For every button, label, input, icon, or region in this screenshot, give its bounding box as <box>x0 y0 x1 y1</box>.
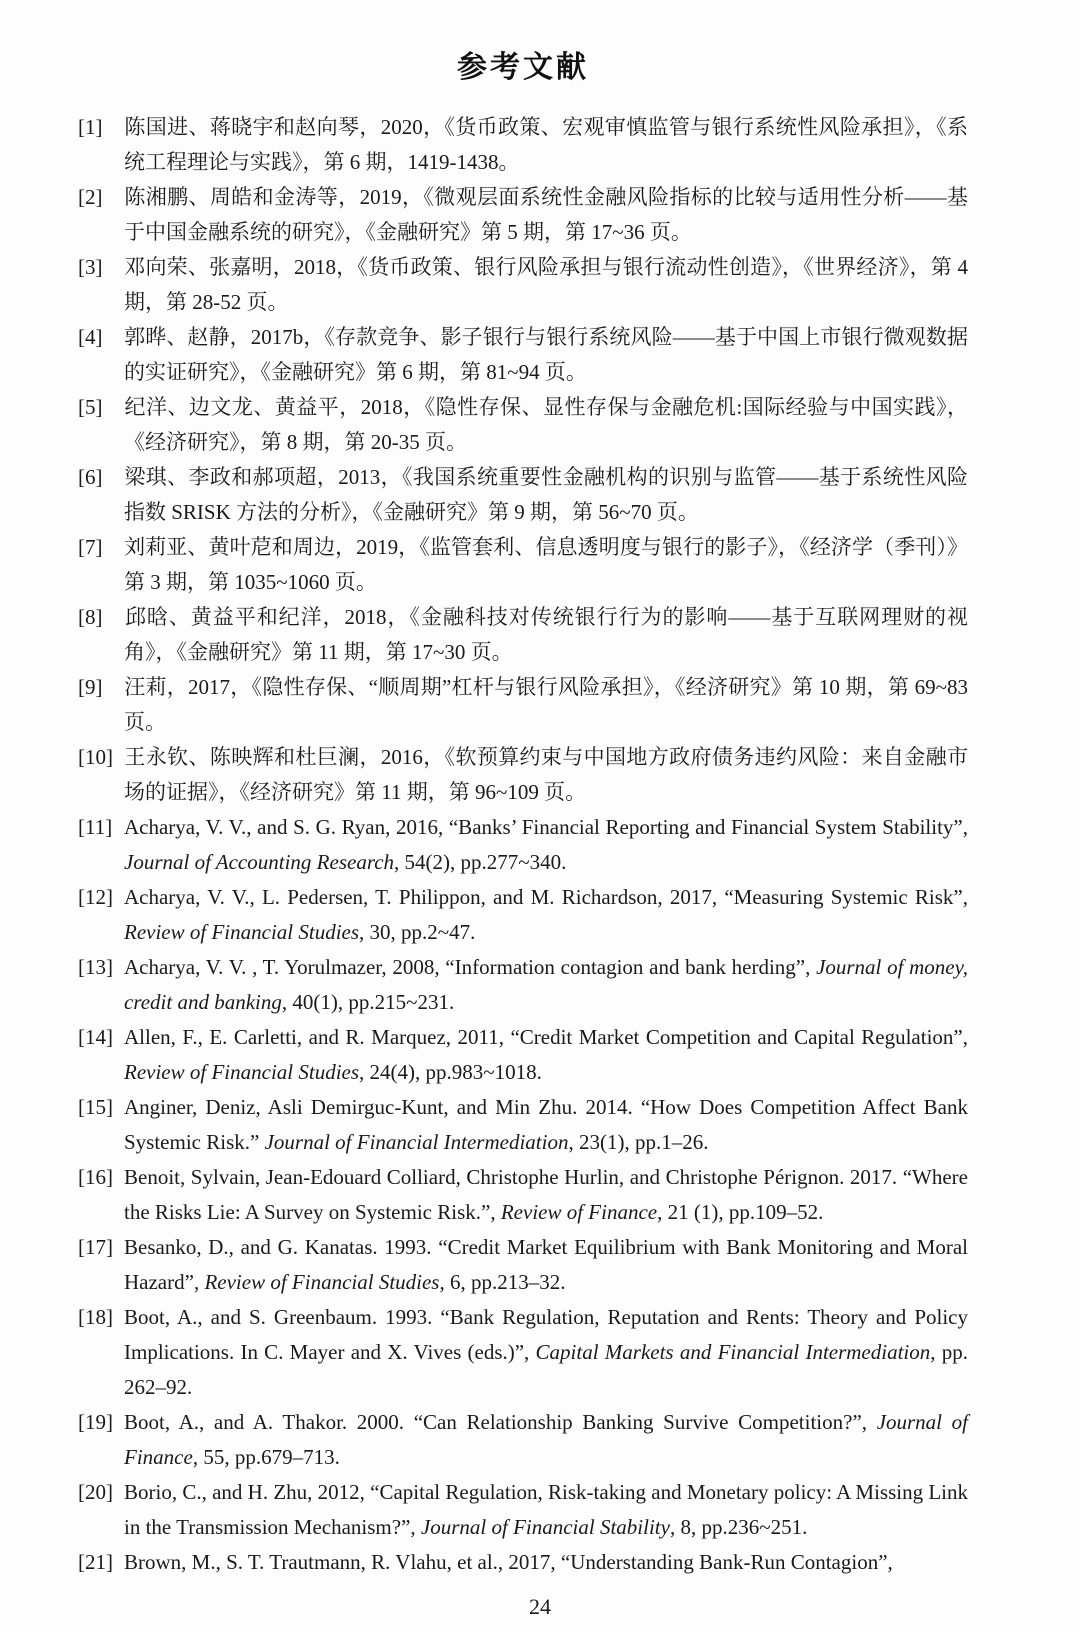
reference-text: 陈湘鹏、周皓和金涛等，2019，《微观层面系统性金融风险指标的比较与适用性分析——基于中国金融系统的研究》，《金融研究》第 5 期，第 17~36 页。 <box>124 185 968 244</box>
reference-item <box>78 530 968 600</box>
reference-item <box>78 1160 968 1230</box>
reference-number: [5] <box>78 395 103 419</box>
reference-number: [3] <box>78 255 103 279</box>
reference-item <box>78 880 968 950</box>
reference-number: [18] <box>78 1305 113 1329</box>
reference-item <box>78 1475 968 1545</box>
reference-number: [9] <box>78 675 103 699</box>
reference-text: Besanko, D., and G. Kanatas. 1993. “Credit Market Equilibrium with Bank Monitoring and Moral Hazard”, Review of Financial Studies, 6, pp.213–32. <box>124 1235 968 1294</box>
reference-text: Acharya, V. V. , T. Yorulmazer, 2008, “Information contagion and bank herding”, Journal of money, credit and banking, 40(1), pp.215~231. <box>124 955 969 1014</box>
reference-number: [20] <box>78 1480 113 1504</box>
reference-item <box>78 670 968 740</box>
reference-item <box>78 320 968 390</box>
reference-text: Borio, C., and H. Zhu, 2012, “Capital Regulation, Risk-taking and Monetary policy: A Missing Link in the Transmission Mechanism?”, Journal of Financial Stability, 8, pp.236~251. <box>124 1480 969 1539</box>
reference-number: [17] <box>78 1235 113 1259</box>
reference-text: 邱晗、黄益平和纪洋，2018，《金融科技对传统银行行为的影响——基于互联网理财的视角》，《金融研究》第 11 期，第 17~30 页。 <box>124 605 968 664</box>
reference-number: [8] <box>78 605 103 629</box>
reference-text: Anginer, Deniz, Asli Demirguc-Kunt, and Min Zhu. 2014. “How Does Competition Affect Bank Systemic Risk.” Journal of Financial Intermediation, 23(1), pp.1–26. <box>124 1095 968 1154</box>
reference-number: [21] <box>78 1550 113 1574</box>
reference-item <box>78 1230 968 1300</box>
reference-number: [10] <box>78 745 113 769</box>
reference-item <box>78 740 968 810</box>
reference-text: 陈国进、蒋晓宇和赵向琴，2020，《货币政策、宏观审慎监管与银行系统性风险承担》，《系统工程理论与实践》，第 6 期，1419-1438。 <box>124 115 968 174</box>
references-list <box>78 110 968 1580</box>
reference-number: [2] <box>78 185 103 209</box>
reference-text: Acharya, V. V., and S. G. Ryan, 2016, “Banks’ Financial Reporting and Financial System Stability”, Journal of Accounting Research, 54(2), pp.277~340. <box>124 815 968 874</box>
reference-number: [1] <box>78 115 103 139</box>
reference-number: [7] <box>78 535 103 559</box>
reference-item <box>78 600 968 670</box>
reference-number: [13] <box>78 955 113 979</box>
reference-item <box>78 460 968 530</box>
reference-item <box>78 110 968 180</box>
reference-number: [6] <box>78 465 103 489</box>
reference-number: [11] <box>78 815 113 839</box>
reference-text: Boot, A., and A. Thakor. 2000. “Can Relationship Banking Survive Competition?”, Journal of Finance, 55, pp.679–713. <box>124 1410 969 1469</box>
reference-text: 郭晔、赵静，2017b，《存款竞争、影子银行与银行系统风险——基于中国上市银行微观数据的实证研究》，《金融研究》第 6 期，第 81~94 页。 <box>124 325 968 384</box>
reference-item <box>78 810 968 880</box>
reference-text: 王永钦、陈映辉和杜巨澜，2016，《软预算约束与中国地方政府债务违约风险：来自金融市场的证据》，《经济研究》第 11 期，第 96~109 页。 <box>124 745 968 804</box>
reference-text: Boot, A., and S. Greenbaum. 1993. “Bank Regulation, Reputation and Rents: Theory and Policy Implications. In C. Mayer and X. Vives (eds.)”, Capital Markets and Financial Intermediation, pp. 262–92. <box>124 1305 968 1399</box>
reference-item <box>78 1300 968 1405</box>
reference-number: [15] <box>78 1095 113 1119</box>
reference-item <box>78 1405 968 1475</box>
reference-text: 纪洋、边文龙、黄益平，2018，《隐性存保、显性存保与金融危机:国际经验与中国实践》，《经济研究》，第 8 期，第 20-35 页。 <box>124 395 968 454</box>
reference-text: 刘莉亚、黄叶苨和周边，2019，《监管套利、信息透明度与银行的影子》，《经济学（季刊）》第 3 期，第 1035~1060 页。 <box>124 535 968 594</box>
reference-item <box>78 390 968 460</box>
reference-item <box>78 250 968 320</box>
reference-number: [4] <box>78 325 103 349</box>
reference-item <box>78 180 968 250</box>
reference-item <box>78 1090 968 1160</box>
page-number: 24 <box>529 1594 551 1619</box>
reference-number: [14] <box>78 1025 113 1049</box>
reference-text: Benoit, Sylvain, Jean-Edouard Colliard, Christophe Hurlin, and Christophe Pérignon. 2017. “Where the Risks Lie: A Survey on Systemic Risk.”, Review of Finance, 21 (1), pp.109–52. <box>124 1165 968 1224</box>
reference-item <box>78 1020 968 1090</box>
reference-number: [16] <box>78 1165 113 1189</box>
reference-number: [12] <box>78 885 113 909</box>
reference-text: Acharya, V. V., L. Pedersen, T. Philippon, and M. Richardson, 2017, “Measuring Systemic Risk”, Review of Financial Studies, 30, pp.2~47. <box>124 885 968 944</box>
reference-text: 汪莉，2017，《隐性存保、“顺周期”杠杆与银行风险承担》，《经济研究》第 10 期，第 69~83 页。 <box>124 675 968 734</box>
reference-text: 梁琪、李政和郝项超，2013，《我国系统重要性金融机构的识别与监管——基于系统性风险指数 SRISK 方法的分析》，《金融研究》第 9 期，第 56~70 页。 <box>124 465 968 524</box>
reference-item <box>78 1545 968 1580</box>
reference-number: [19] <box>78 1410 113 1434</box>
reference-item <box>78 950 968 1020</box>
reference-text: Allen, F., E. Carletti, and R. Marquez, 2011, “Credit Market Competition and Capital Regulation”, Review of Financial Studies, 24(4), pp.983~1018. <box>124 1025 968 1084</box>
reference-text: 邓向荣、张嘉明，2018，《货币政策、银行风险承担与银行流动性创造》，《世界经济》，第 4 期，第 28-52 页。 <box>124 255 968 314</box>
page-title: 参考文献 <box>457 51 589 84</box>
reference-text: Brown, M., S. T. Trautmann, R. Vlahu, et al., 2017, “Understanding Bank-Run Contagion”, <box>124 1550 893 1574</box>
